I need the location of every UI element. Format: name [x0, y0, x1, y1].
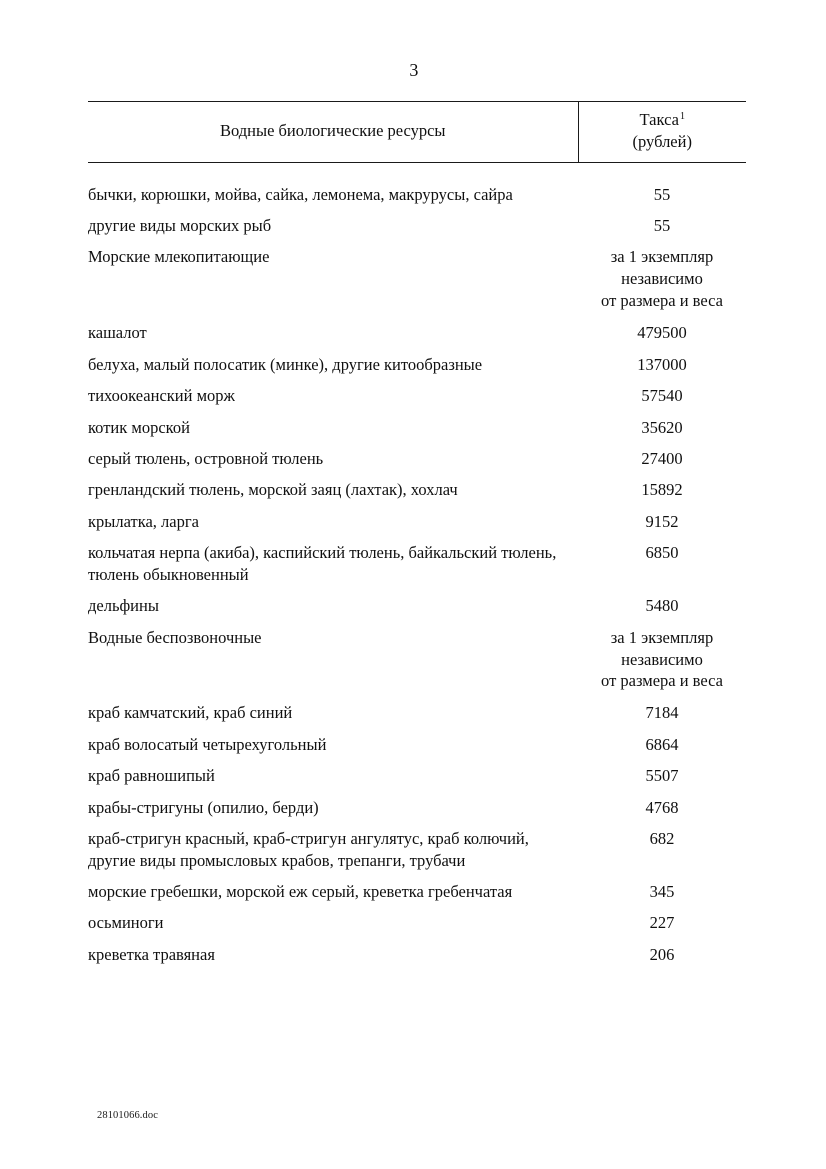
page-number-value: 3 — [409, 60, 419, 80]
resource-category-label: Морские млекопитающие — [88, 247, 270, 267]
rate-value-line: от размера и веса — [601, 291, 723, 311]
table-row — [88, 939, 746, 970]
table-row — [88, 241, 746, 317]
resource-name-label: краб-стригун красный, краб-стригун ангулятус, краб колючий, другие виды промысловых крабов, трепанги, трубачи — [88, 829, 529, 870]
column-header-rate-text: Такса — [639, 110, 679, 129]
rate-value: 27400 — [641, 448, 683, 468]
table-row — [88, 823, 746, 876]
resource-name-label: другие виды морских рыб — [88, 215, 272, 235]
table-row — [88, 474, 746, 505]
table-row — [88, 760, 746, 791]
footer-filename: 28101066.doc — [97, 1110, 158, 1121]
resource-name-label: белуха, малый полосатик (минке), другие китообразные — [88, 354, 483, 374]
footnote-marker: 1 — [679, 110, 685, 122]
page-number — [0, 60, 826, 81]
rate-value: 55 — [653, 215, 671, 235]
rate-value: 7184 — [645, 703, 679, 723]
rate-value-line: за 1 экземпляр — [610, 247, 714, 267]
resource-name-label: дельфины — [88, 596, 159, 616]
rate-value: 55 — [653, 184, 671, 204]
rate-value: 137000 — [637, 354, 687, 374]
header-gap-spacer — [88, 162, 746, 179]
column-header-resource: Водные биологические ресурсы — [88, 102, 578, 163]
rate-value: 35620 — [641, 417, 683, 437]
column-header-rate — [578, 102, 746, 163]
table-row — [88, 697, 746, 728]
table-row — [88, 590, 746, 621]
resource-name-label: кольчатая нерпа (акиба), каспийский тюлень, байкальский тюлень, тюлень обыкновенный — [88, 543, 557, 584]
resource-name-label: гренландский тюлень, морской заяц (лахтак), хохлач — [88, 480, 458, 500]
rate-value: 6864 — [645, 734, 679, 754]
table-row — [88, 349, 746, 380]
rate-value: 5480 — [645, 596, 679, 616]
rate-value-line: за 1 экземпляр — [610, 627, 714, 647]
rate-value: 57540 — [641, 386, 683, 406]
table-row — [88, 412, 746, 443]
table-row — [88, 537, 746, 590]
resource-name-label: кашалот — [88, 323, 147, 343]
column-header-rate-line2: (рублей) — [632, 131, 692, 151]
resource-name-label: осьминоги — [88, 913, 164, 933]
table-row — [88, 380, 746, 411]
rate-value — [578, 241, 746, 317]
table-row — [88, 876, 746, 907]
resource-name-label: краб равношипый — [88, 766, 215, 786]
table-body — [88, 162, 746, 970]
table-row — [88, 622, 746, 698]
rate-value: 479500 — [637, 323, 687, 343]
table-header-row — [88, 102, 746, 163]
table-row — [88, 506, 746, 537]
tariff-table-container — [88, 101, 746, 970]
resource-name-label: серый тюлень, островной тюлень — [88, 448, 324, 468]
rate-value: 345 — [649, 882, 675, 902]
rate-value: 9152 — [645, 511, 679, 531]
resource-name-label: тихоокеанский морж — [88, 386, 235, 406]
rate-value-line: независимо — [621, 649, 703, 669]
rate-value-line: независимо — [621, 269, 703, 289]
table-row — [88, 179, 746, 210]
resource-name-label: краб камчатский, краб синий — [88, 703, 293, 723]
rate-value: 4768 — [645, 797, 679, 817]
tariff-table — [88, 101, 746, 970]
rate-value: 682 — [649, 829, 675, 849]
resource-name-label: котик морской — [88, 417, 190, 437]
table-row — [88, 210, 746, 241]
resource-name-label: морские гребешки, морской еж серый, креветка гребенчатая — [88, 882, 513, 902]
rate-value-line: от размера и веса — [601, 671, 723, 691]
column-header-rate-line1 — [579, 109, 747, 131]
resource-category-label: Водные беспозвоночные — [88, 627, 262, 647]
rate-value — [578, 622, 746, 698]
resource-name-label: крабы-стригуны (опилио, берди) — [88, 797, 319, 817]
rate-value: 6850 — [645, 543, 679, 563]
resource-name-label: бычки, корюшки, мойва, сайка, лемонема, макрурусы, сайра — [88, 184, 513, 204]
table-row — [88, 317, 746, 348]
resource-name-label: креветка травяная — [88, 944, 215, 964]
resource-name-label: крылатка, ларга — [88, 511, 199, 531]
resource-name-label: краб волосатый четырехугольный — [88, 734, 327, 754]
rate-value: 206 — [649, 944, 675, 964]
table-row — [88, 729, 746, 760]
table-row — [88, 907, 746, 938]
table-row — [88, 792, 746, 823]
rate-value: 227 — [649, 913, 675, 933]
rate-value: 15892 — [641, 480, 683, 500]
table-row — [88, 443, 746, 474]
table-header — [88, 102, 746, 163]
rate-value: 5507 — [645, 766, 679, 786]
